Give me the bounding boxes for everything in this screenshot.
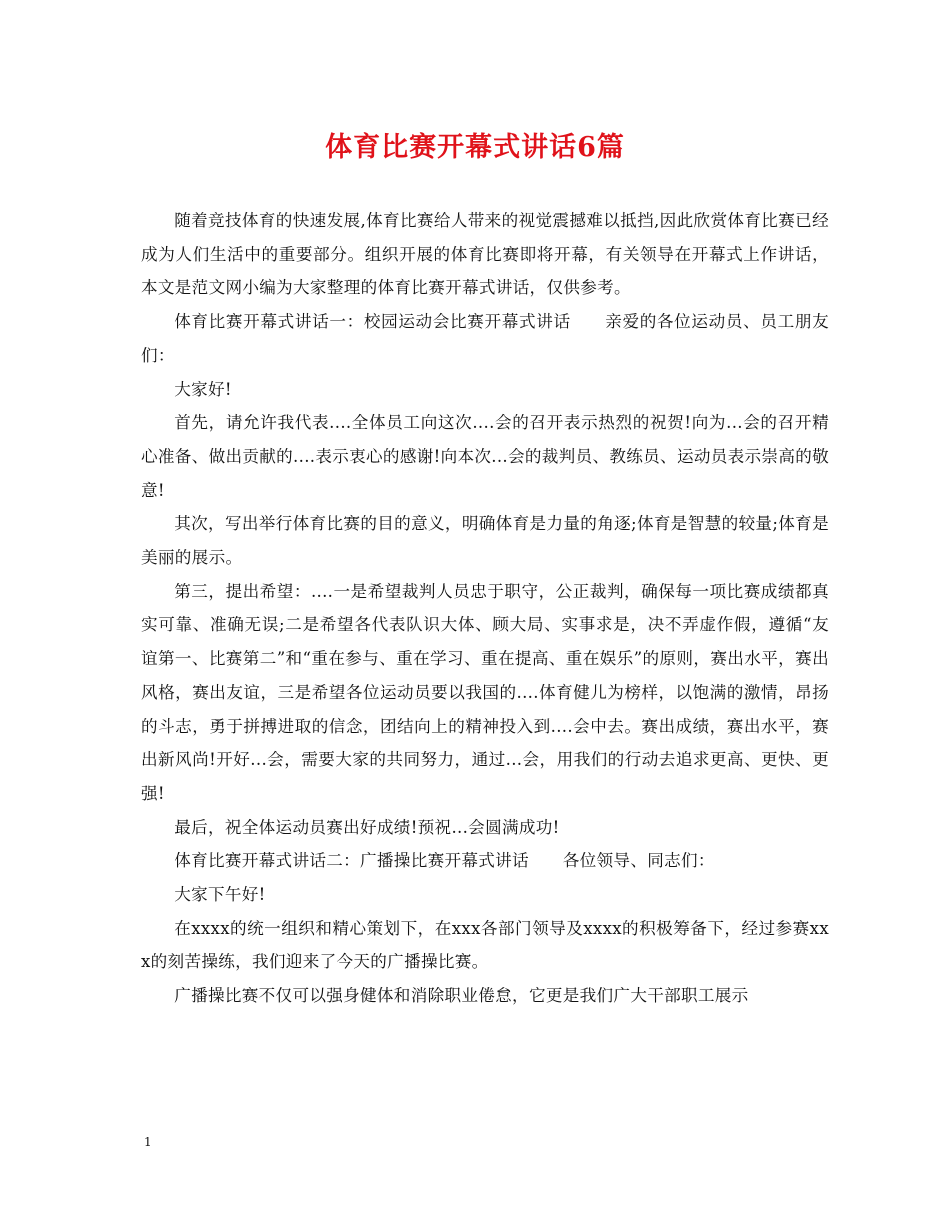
paragraph-first: 首先，请允许我代表....全体员工向这次....会的召开表示热烈的祝贺!向为...会的召开精心准备、做出贡献的....表示衷心的感谢!向本次...会的裁判员、教练员、运动员表示崇高的敬意! — [141, 413, 829, 500]
paragraph-third: 第三，提出希望：....一是希望裁判人员忠于职守，公正裁判，确保每一项比赛成绩都真实可靠、准确无误;二是希望各代表队识大体、顾大局、实事求是，决不弄虚作假，遵循“友谊第一、比赛第二”和“重在参与、重在学习、重在提高、重在娱乐”的原则，赛出水平，赛出风格，赛出友谊，三是希望各位运动员要以我国的....体育健儿为榜样，以饱满的激情，昂扬的斗志，勇于拼搏进取的信念，团结向上的精神投入到....会中去。赛出成绩，赛出水平，赛出新风尚!开好...会，需要大家的共同努力，通过...会，用我们的行动去追求更高、更快、更强! — [141, 581, 829, 803]
document-title: 体育比赛开幕式讲话6篇 — [325, 132, 625, 163]
page-number: 1 — [144, 1135, 152, 1149]
paragraph-greeting-two: 大家下午好! — [174, 885, 266, 905]
paragraph-intro: 随着竞技体育的快速发展,体育比赛给人带来的视觉震撼难以抵挡,因此欣赏体育比赛已经成为人们生活中的重要部分。组织开展的体育比赛即将开幕，有关领导在开幕式上作讲话，本文是范文网小编为大家整理的体育比赛开幕式讲话，仅供参考。 — [141, 211, 829, 298]
document-body — [141, 204, 829, 1013]
paragraph-organization: 在xxxx的统一组织和精心策划下，在xxx各部门领导及xxxx的积极筹备下，经过参赛xxx的刻苦操练，我们迎来了今天的广播操比赛。 — [141, 918, 829, 972]
paragraph-greeting-one: 大家好! — [174, 379, 232, 399]
paragraph-second: 其次，写出举行体育比赛的目的意义，明确体育是力量的角逐;体育是智慧的较量;体育是美丽的展示。 — [141, 514, 829, 568]
paragraph-last: 最后，祝全体运动员赛出好成绩!预祝...会圆满成功! — [174, 817, 560, 837]
paragraph-speech-two-heading: 体育比赛开幕式讲话二：广播操比赛开幕式讲话 各位领导、同志们： — [174, 851, 715, 871]
paragraph-benefits: 广播操比赛不仅可以强身健体和消除职业倦怠，它更是我们广大干部职工展示 — [174, 986, 749, 1006]
paragraph-speech-one-heading: 体育比赛开幕式讲话一：校园运动会比赛开幕式讲话 亲爱的各位运动员、员工朋友们： — [141, 312, 829, 365]
